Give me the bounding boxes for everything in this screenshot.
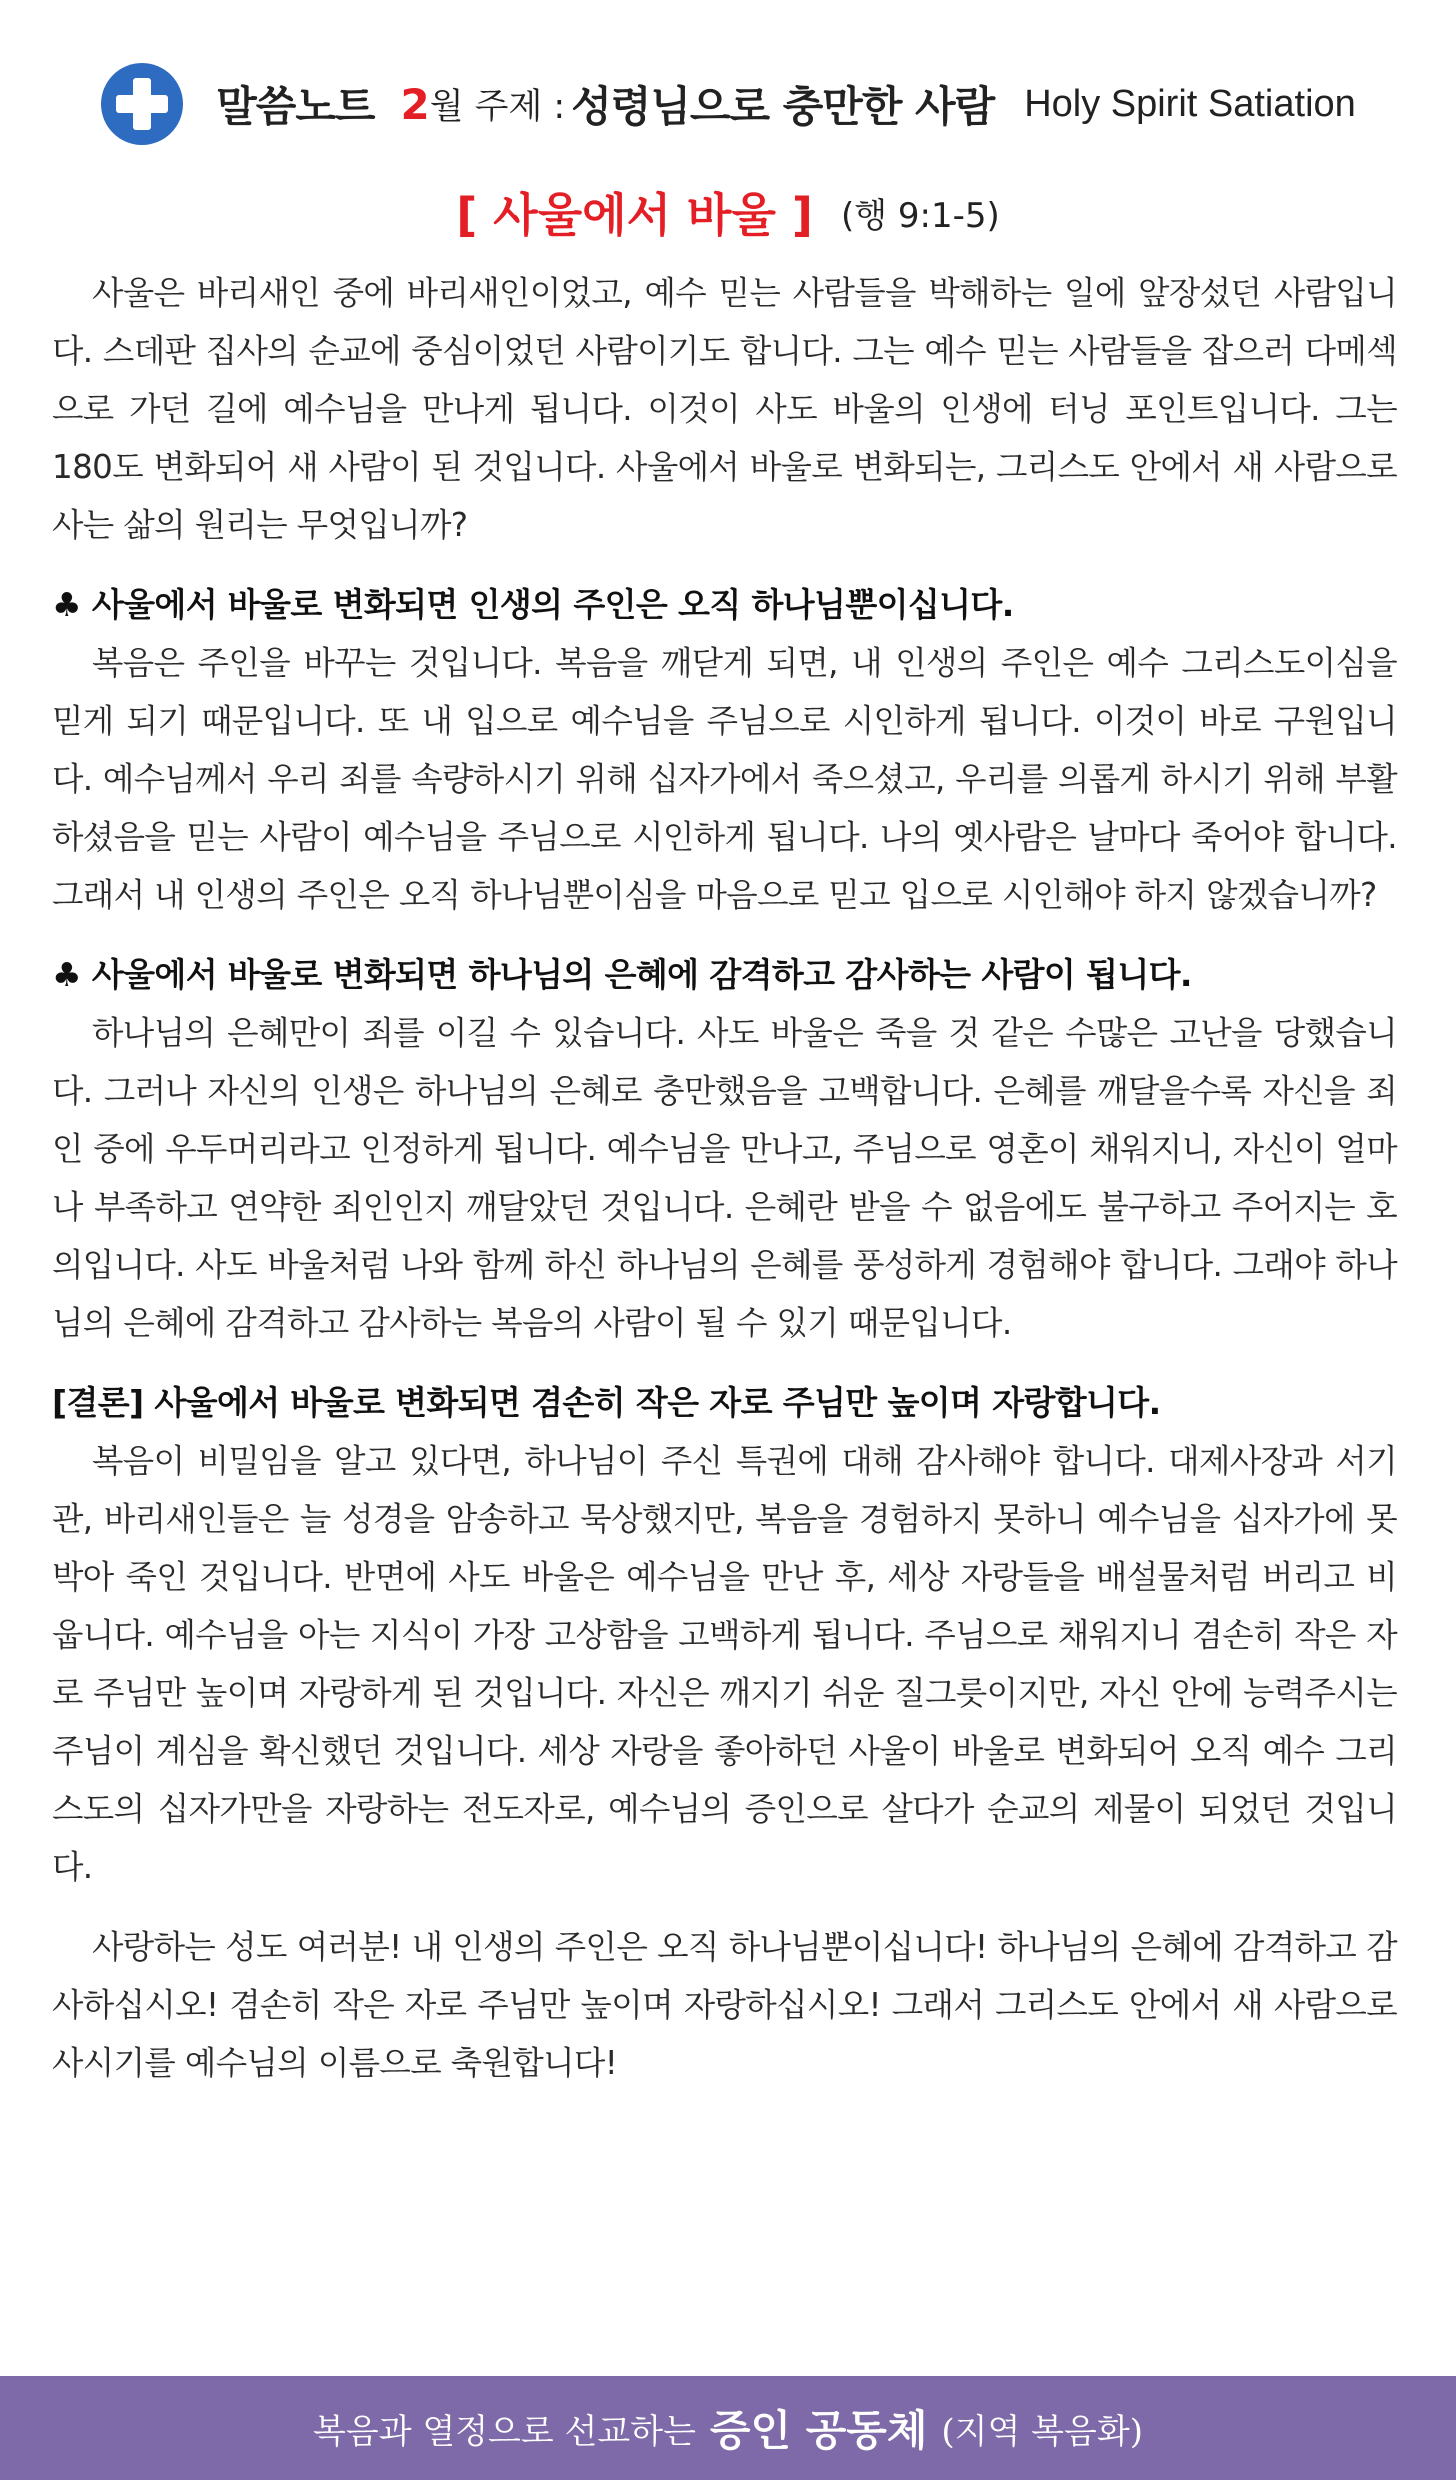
- sermon-title-row: [0, 176, 1456, 248]
- conclusion-heading: [결론] 사울에서 바울로 변화되면 겸손히 작은 자로 주님만 높이며 자랑합니다.: [52, 1383, 1161, 1422]
- sermon-title: [ 사울에서 바울 ]: [456, 188, 813, 242]
- month-number: 2: [400, 79, 430, 129]
- theme-english: Holy Spirit Satiation: [1024, 82, 1356, 125]
- scripture-reference: (행 9:1-5): [840, 195, 1000, 236]
- section-body-1: 복음은 주인을 바꾸는 것입니다. 복음을 깨닫게 되면, 내 인생의 주인은 예수 그리스도이심을 믿게 되기 때문입니다. 또 내 입으로 예수님을 주님으로 시인하게 됩니다. 이것이 바로 구원입니다. 예수님께서 우리 죄를 속량하시기 위해 십자가에서 죽으셨고, 우리를 의롭게 하시기 위해 부활하셨음을 믿는 사람이 예수님을 주님으로 시인하게 됩니다. 나의 옛사람은 날마다 죽어야 합니다. 그래서 내 인생의 주인은 오직 하나님뿐이심을 마음으로 믿고 입으로 시인해야 하지 않겠습니까?: [52, 644, 1397, 914]
- footer-banner: [0, 2376, 1456, 2480]
- page-header: [0, 62, 1456, 146]
- section-heading-1: ♣ 사울에서 바울로 변화되면 인생의 주인은 오직 하나님뿐이십니다.: [52, 585, 1014, 624]
- section-body-2: 하나님의 은혜만이 죄를 이길 수 있습니다. 사도 바울은 죽을 것 같은 수많은 고난을 당했습니다. 그러나 자신의 인생은 하나님의 은혜로 충만했음을 고백합니다. 은혜를 깨달을수록 자신을 죄인 중에 우두머리라고 인정하게 됩니다. 예수님을 만나고, 주님으로 영혼이 채워지니, 자신이 얼마나 부족하고 연약한 죄인인지 깨달았던 것입니다. 은혜란 받을 수 없음에도 불구하고 주어지는 호의입니다. 사도 바울처럼 나와 함께 하신 하나님의 은혜를 풍성하게 경험해야 합니다. 그래야 하나님의 은혜에 감격하고 감사하는 복음의 사람이 될 수 있기 때문입니다.: [52, 1014, 1397, 1342]
- theme-korean: 성령님으로 충만한 사람: [571, 82, 995, 131]
- footer-suffix: (지역 복음화): [941, 2411, 1143, 2452]
- closing-paragraph: 사랑하는 성도 여러분! 내 인생의 주인은 오직 하나님뿐이십니다! 하나님의 은혜에 감격하고 감사하십시오! 겸손히 작은 자로 주님만 높이며 자랑하십시오! 그래서 그리스도 안에서 새 사람으로 사시기를 예수님의 이름으로 축원합니다!: [52, 1928, 1397, 2082]
- medical-cross-icon: [100, 62, 184, 146]
- section-heading-2: ♣ 사울에서 바울로 변화되면 하나님의 은혜에 감격하고 감사하는 사람이 됩니다.: [52, 955, 1192, 994]
- month-label: 월 주제 :: [429, 87, 566, 127]
- intro-paragraph: 사울은 바리새인 중에 바리새인이었고, 예수 믿는 사람들을 박해하는 일에 앞장섰던 사람입니다. 스데판 집사의 순교에 중심이었던 사람이기도 합니다. 그는 예수 믿는 사람들을 잡으러 다메섹으로 가던 길에 예수님을 만나게 됩니다. 이것이 사도 바울의 인생에 터닝 포인트입니다. 그는 180도 변화되어 새 사람이 된 것입니다. 사울에서 바울로 변화되는, 그리스도 안에서 새 사람으로 사는 삶의 원리는 무엇입니까?: [52, 274, 1397, 544]
- brand-name: 말씀노트: [216, 82, 375, 131]
- sermon-body: [52, 264, 1397, 2092]
- footer-emphasis: 증인 공동체: [709, 2406, 928, 2455]
- conclusion-body: 복음이 비밀임을 알고 있다면, 하나님이 주신 특권에 대해 감사해야 합니다. 대제사장과 서기관, 바리새인들은 늘 성경을 암송하고 묵상했지만, 복음을 경험하지 못하니 예수님을 십자가에 못 박아 죽인 것입니다. 반면에 사도 바울은 예수님을 만난 후, 세상 자랑들을 배설물처럼 버리고 비웁니다. 예수님을 아는 지식이 가장 고상함을 고백하게 됩니다. 주님으로 채워지니 겸손히 작은 자로 주님만 높이며 자랑하게 된 것입니다. 자신은 깨지기 쉬운 질그릇이지만, 자신 안에 능력주시는 주님이 계심을 확신했던 것입니다. 세상 자랑을 좋아하던 사울이 바울로 변화되어 오직 예수 그리스도의 십자가만을 자랑하는 전도자로, 예수님의 증인으로 살다가 순교의 제물이 되었던 것입니다.: [52, 1442, 1397, 1886]
- footer-prefix: 복음과 열정으로 선교하는: [313, 2411, 696, 2452]
